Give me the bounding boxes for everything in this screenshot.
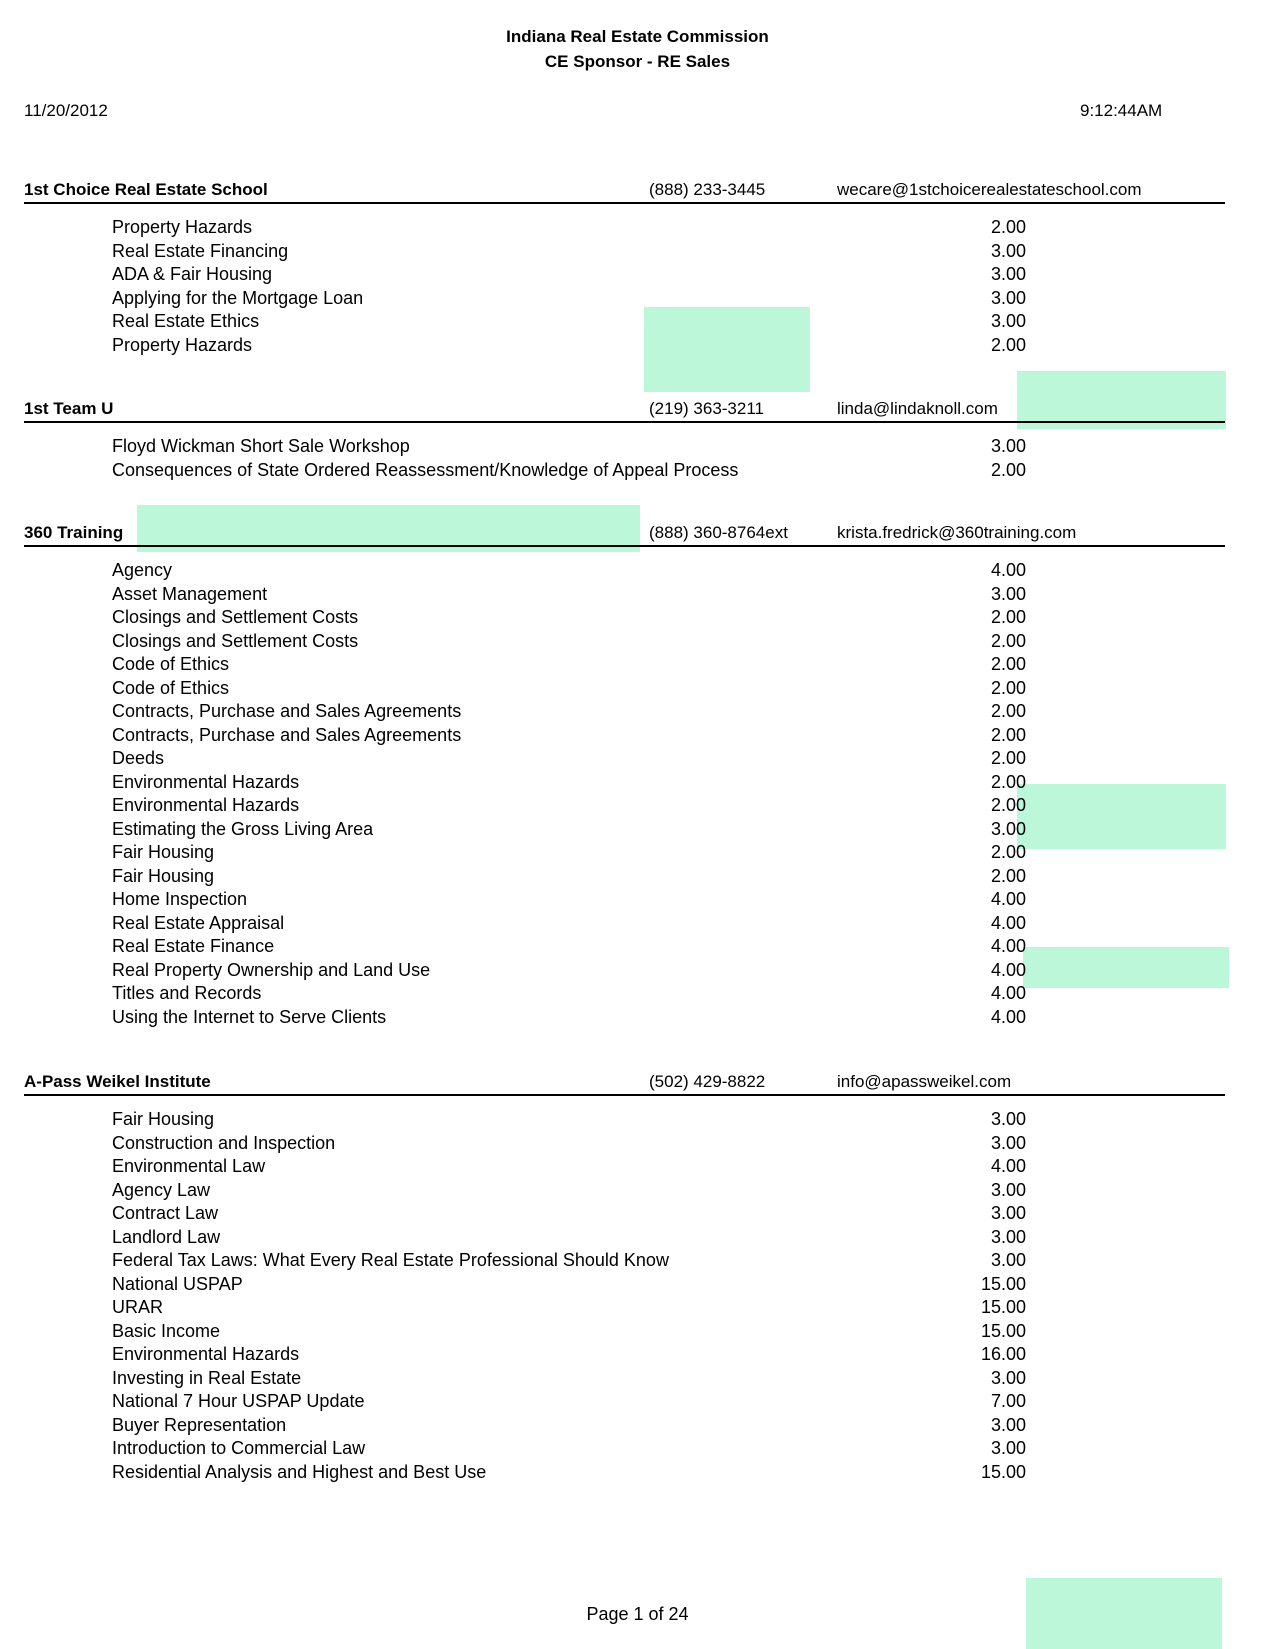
course-title: Home Inspection [112, 889, 248, 909]
course-hours: 3.00 [990, 818, 1026, 839]
course-hours: 3.00 [990, 1226, 1026, 1247]
course-row [24, 1367, 1224, 1391]
course-row [24, 1006, 1224, 1030]
course-row [24, 982, 1224, 1006]
course-title: Floyd Wickman Short Sale Workshop [112, 436, 410, 456]
sponsor-email: info@apassweikel.com [837, 1072, 1012, 1091]
course-title: URAR [112, 1297, 164, 1317]
course-hours: 3.00 [990, 287, 1026, 308]
sponsor-section [24, 395, 1224, 482]
course-hours: 4.00 [990, 560, 1026, 580]
course-title: Consequences of State Ordered Reassessment/Knowledge of Appeal Process [112, 459, 739, 480]
course-hours: 2.00 [990, 771, 1026, 792]
course-title: Buyer Representation [112, 1414, 287, 1435]
sponsor-header [24, 1068, 1224, 1094]
course-row [24, 935, 1224, 959]
course-hours: 3.00 [990, 240, 1026, 261]
section-divider [24, 545, 1225, 547]
course-row [24, 1202, 1224, 1226]
course-row [24, 747, 1224, 771]
report-date: 11/20/2012 [24, 101, 108, 120]
course-title: Asset Management [112, 583, 268, 604]
sponsor-email: wecare@1stchoicerealestateschool.com [837, 180, 1142, 199]
course-row [24, 888, 1224, 912]
course-row [24, 865, 1224, 889]
course-title: Real Property Ownership and Land Use [112, 959, 431, 980]
course-list [24, 216, 1224, 357]
course-hours: 2.00 [990, 677, 1026, 698]
course-title: Introduction to Commercial Law [112, 1438, 366, 1458]
course-list [24, 435, 1224, 482]
course-hours: 15.00 [980, 1461, 1026, 1482]
course-row [24, 1226, 1224, 1250]
course-list [24, 1108, 1224, 1484]
course-row [24, 1296, 1224, 1320]
course-hours: 3.00 [990, 583, 1026, 604]
course-hours: 3.00 [990, 1438, 1026, 1458]
course-hours: 2.00 [990, 701, 1026, 721]
course-row [24, 794, 1224, 818]
course-hours: 3.00 [990, 1250, 1026, 1270]
course-hours: 4.00 [990, 889, 1026, 909]
course-hours: 3.00 [990, 1367, 1026, 1388]
course-row [24, 1461, 1224, 1485]
course-row [24, 1273, 1224, 1297]
course-title: Basic Income [112, 1320, 221, 1341]
course-row [24, 1320, 1224, 1344]
course-hours: 4.00 [990, 1006, 1026, 1027]
course-title: Contracts, Purchase and Sales Agreements [112, 724, 462, 745]
course-hours: 4.00 [990, 959, 1026, 980]
sponsor-phone: (888) 360-8764ext [649, 523, 788, 542]
course-hours: 2.00 [990, 748, 1026, 768]
course-row [24, 435, 1224, 459]
sponsor-name: 1st Team U [24, 399, 114, 418]
course-row [24, 959, 1224, 983]
course-title: Estimating the Gross Living Area [112, 818, 374, 839]
sponsor-phone: (502) 429-8822 [649, 1072, 766, 1091]
report-time: 9:12:44AM [1080, 101, 1163, 120]
course-hours: 2.00 [990, 724, 1026, 745]
course-row [24, 700, 1224, 724]
sponsor-phone: (219) 363-3211 [649, 399, 764, 418]
course-title: Construction and Inspection [112, 1132, 336, 1153]
course-row [24, 841, 1224, 865]
course-hours: 3.00 [990, 1414, 1026, 1435]
course-hours: 15.00 [980, 1297, 1026, 1317]
course-title: Fair Housing [112, 1109, 215, 1129]
course-row [24, 1414, 1224, 1438]
course-hours: 7.00 [990, 1391, 1026, 1411]
course-title: Titles and Records [112, 983, 262, 1003]
course-hours: 2.00 [990, 334, 1026, 355]
course-title: Environmental Hazards [112, 771, 300, 792]
course-row [24, 630, 1224, 654]
course-title: Property Hazards [112, 334, 253, 355]
course-row [24, 216, 1224, 240]
sponsor-name: A-Pass Weikel Institute [24, 1072, 211, 1091]
course-hours: 4.00 [990, 983, 1026, 1003]
course-row [24, 1437, 1224, 1461]
sponsor-email: linda@lindaknoll.com [837, 399, 998, 418]
sponsor-section [24, 176, 1224, 357]
section-divider [24, 421, 1225, 423]
course-row [24, 1179, 1224, 1203]
course-title: Environmental Law [112, 1156, 266, 1176]
course-hours: 2.00 [990, 217, 1026, 237]
course-title: Agency Law [112, 1179, 211, 1200]
course-row [24, 310, 1224, 334]
section-divider [24, 1094, 1225, 1096]
course-row [24, 653, 1224, 677]
course-title: Closings and Settlement Costs [112, 607, 359, 627]
course-title: Landlord Law [112, 1226, 221, 1247]
course-row [24, 263, 1224, 287]
course-title: Real Estate Financing [112, 240, 289, 261]
course-title: Code of Ethics [112, 654, 230, 674]
sponsor-header [24, 519, 1224, 545]
sponsor-header [24, 395, 1224, 421]
course-title: Environmental Hazards [112, 795, 300, 815]
report-subtitle: CE Sponsor - RE Sales [544, 52, 731, 71]
course-row [24, 1108, 1224, 1132]
course-title: Closings and Settlement Costs [112, 630, 359, 651]
course-title: ADA & Fair Housing [112, 264, 273, 284]
course-row [24, 287, 1224, 311]
course-row [24, 583, 1224, 607]
course-hours: 2.00 [990, 865, 1026, 886]
course-list [24, 559, 1224, 1029]
course-hours: 15.00 [980, 1320, 1026, 1341]
course-hours: 4.00 [990, 912, 1026, 933]
sponsor-phone: (888) 233-3445 [649, 180, 766, 199]
course-title: Contracts, Purchase and Sales Agreements [112, 701, 462, 721]
course-hours: 3.00 [990, 1203, 1026, 1223]
course-hours: 3.00 [990, 436, 1026, 456]
course-title: Fair Housing [112, 865, 215, 886]
course-title: Code of Ethics [112, 677, 230, 698]
course-row [24, 771, 1224, 795]
course-row [24, 459, 1224, 483]
course-hours: 2.00 [990, 795, 1026, 815]
course-row [24, 724, 1224, 748]
course-row [24, 240, 1224, 264]
course-title: Real Estate Appraisal [112, 912, 285, 933]
course-title: National USPAP [112, 1273, 243, 1294]
course-hours: 2.00 [990, 607, 1026, 627]
course-row [24, 1155, 1224, 1179]
course-row [24, 1343, 1224, 1367]
course-title: Using the Internet to Serve Clients [112, 1006, 387, 1027]
course-hours: 4.00 [990, 936, 1026, 956]
course-title: Federal Tax Laws: What Every Real Estate Professional Should Know [112, 1250, 669, 1270]
sponsor-section [24, 1068, 1224, 1484]
course-row [24, 912, 1224, 936]
course-title: Applying for the Mortgage Loan [112, 287, 364, 308]
course-hours: 15.00 [980, 1273, 1026, 1294]
course-hours: 3.00 [990, 1109, 1026, 1129]
course-hours: 2.00 [990, 654, 1026, 674]
course-row [24, 1132, 1224, 1156]
course-hours: 3.00 [990, 264, 1026, 284]
course-row [24, 559, 1224, 583]
course-hours: 3.00 [990, 1132, 1026, 1153]
course-title: Environmental Hazards [112, 1344, 300, 1364]
course-row [24, 677, 1224, 701]
course-title: Fair Housing [112, 842, 215, 862]
course-hours: 2.00 [990, 630, 1026, 651]
course-row [24, 334, 1224, 358]
sponsor-name: 1st Choice Real Estate School [24, 180, 268, 199]
course-title: Residential Analysis and Highest and Best Use [112, 1461, 487, 1482]
course-row [24, 1390, 1224, 1414]
course-title: Agency [112, 560, 173, 580]
course-row [24, 606, 1224, 630]
page-number: Page 1 of 24 [586, 1604, 689, 1624]
course-hours: 4.00 [990, 1156, 1026, 1176]
course-title: Investing in Real Estate [112, 1367, 302, 1388]
sponsor-email: krista.fredrick@360training.com [837, 523, 1077, 542]
course-title: Property Hazards [112, 217, 253, 237]
course-hours: 16.00 [980, 1344, 1026, 1364]
section-divider [24, 202, 1225, 204]
sponsor-name: 360 Training [24, 523, 124, 542]
course-title: Contract Law [112, 1203, 219, 1223]
course-title: Deeds [112, 748, 165, 768]
course-title: National 7 Hour USPAP Update [112, 1391, 365, 1411]
sponsor-section [24, 519, 1224, 1029]
course-hours: 3.00 [990, 311, 1026, 331]
course-title: Real Estate Finance [112, 936, 275, 956]
report-title: Indiana Real Estate Commission [506, 27, 769, 46]
sponsor-header [24, 176, 1224, 202]
course-row [24, 1249, 1224, 1273]
course-hours: 2.00 [990, 459, 1026, 480]
course-row [24, 818, 1224, 842]
course-hours: 3.00 [990, 1179, 1026, 1200]
course-hours: 2.00 [990, 842, 1026, 862]
course-title: Real Estate Ethics [112, 311, 260, 331]
